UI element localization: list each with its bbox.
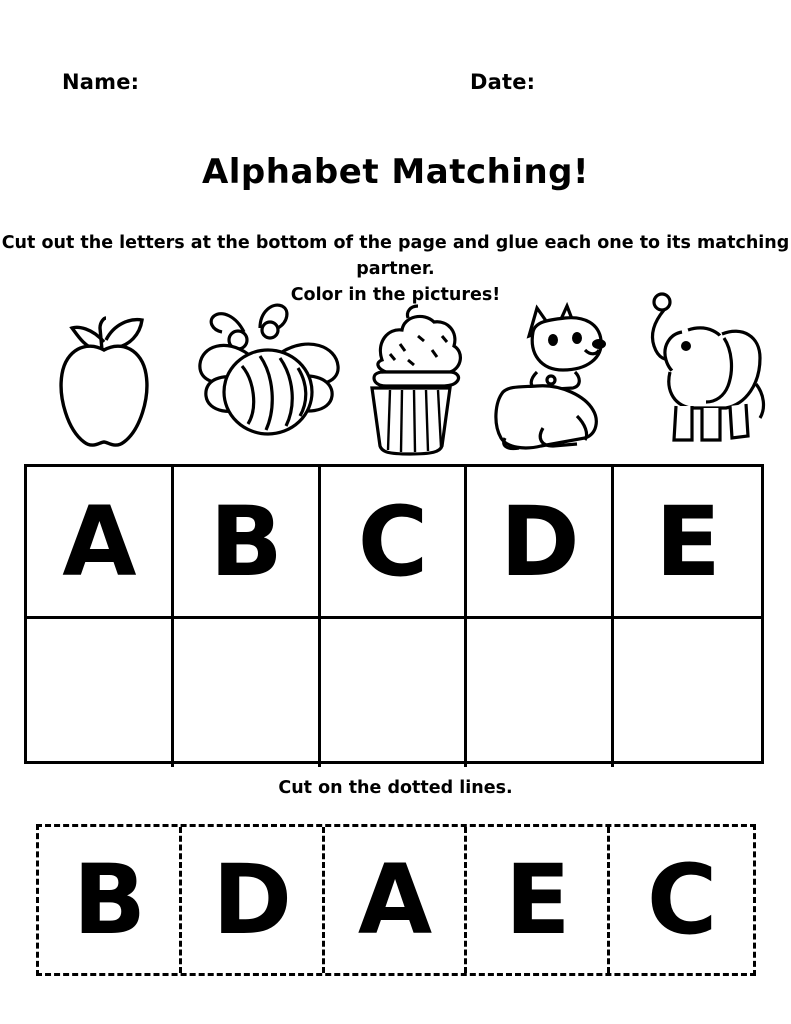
cutout-letter: A [357,844,432,956]
cutout-card[interactable] [610,827,753,973]
page-title: Alphabet Matching! [201,152,590,192]
grid-cell-letter [467,467,614,619]
grid-cell-letter [27,467,174,619]
cutout-letter: C [646,844,717,956]
instructions-line-1: Cut out the letters at the bottom of the page and glue each one to its matching partner. [1,233,790,279]
grid-cell-answer[interactable] [174,619,321,767]
cutout-card[interactable] [39,827,182,973]
cupcake-illustration [346,288,474,464]
name-field-label: Name: [62,70,140,94]
date-field-label: Date: [470,70,536,94]
grid-cell-answer[interactable] [321,619,468,767]
grid-letter: C [357,485,428,598]
instructions-line-2: Color in the pictures! [290,285,501,305]
grid-letter: B [209,485,282,598]
cutout-letter: E [505,844,570,956]
grid-cell-answer[interactable] [467,619,614,767]
grid-letter: D [499,485,579,598]
cutout-card[interactable] [467,827,610,973]
cutout-card[interactable] [325,827,468,973]
grid-letter: A [62,485,136,598]
bee-illustration [186,288,354,464]
matching-grid [24,464,764,764]
grid-cell-answer[interactable] [614,619,761,767]
cutout-strip [36,824,756,976]
picture-row [26,288,766,460]
grid-cell-answer[interactable] [27,619,174,767]
cut-instruction: Cut on the dotted lines. [278,778,513,798]
grid-cell-letter [614,467,761,619]
grid-letter: E [655,485,720,598]
grid-cell-letter [321,467,468,619]
cutout-letter: D [212,844,292,956]
apple-illustration [40,288,168,464]
grid-cell-letter [174,467,321,619]
elephant-illustration [626,288,766,464]
student-fields [0,62,791,102]
dog-illustration [481,288,631,464]
cutout-card[interactable] [182,827,325,973]
cutout-letter: B [72,844,145,956]
